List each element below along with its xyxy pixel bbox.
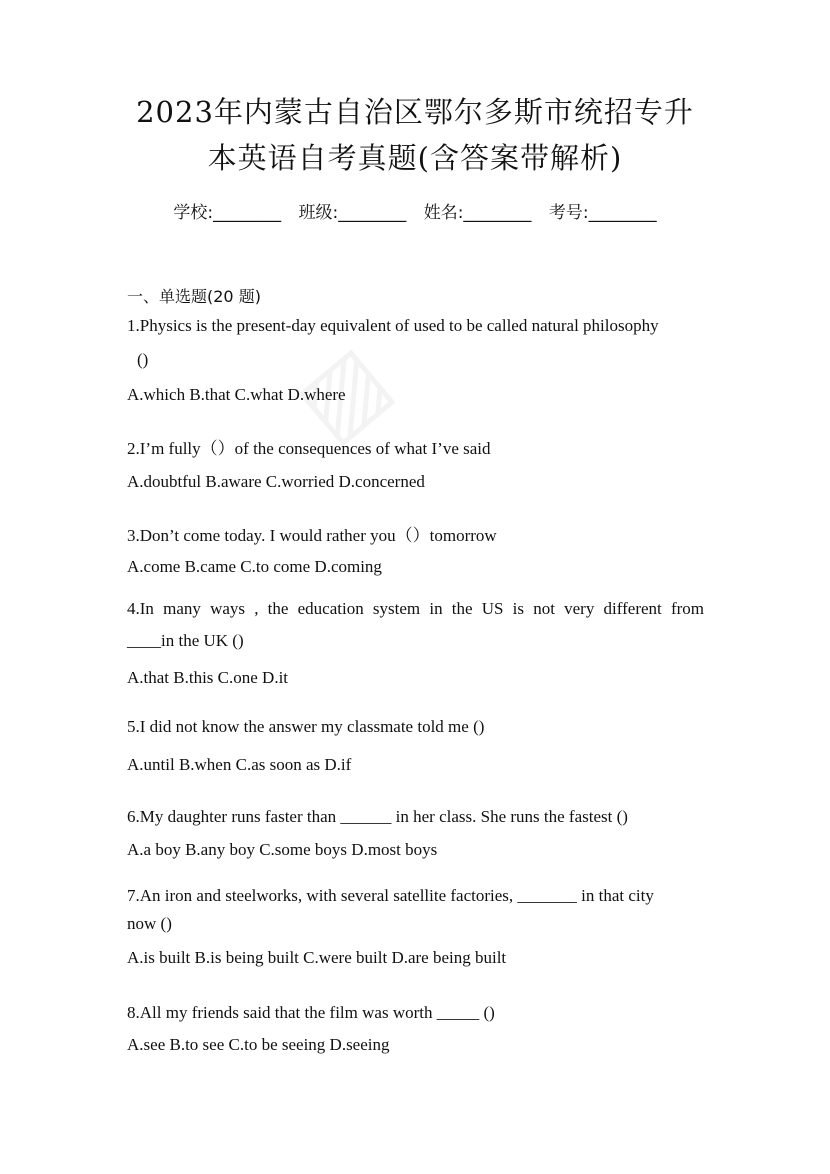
question-3-options: A.come B.came C.to come D.coming: [127, 557, 382, 576]
question-5-text: 5.I did not know the answer my classmate told me (): [127, 717, 485, 736]
question-1-text: 1.Physics is the present-day equivalent of used to be called natural philosophy: [127, 316, 659, 335]
name-field: 姓名:________: [423, 203, 532, 223]
class-field: 班级:________: [298, 203, 407, 223]
question-4-text-cont: ____in the UK (): [127, 631, 244, 650]
document-title-line-1: 2023年内蒙古自治区鄂尔多斯市统招专升: [136, 95, 694, 129]
question-2-text: 2.I’m fully（）of the consequences of what I’ve said: [127, 439, 491, 458]
question-2-options: A.doubtful B.aware C.worried D.concerned: [127, 472, 425, 491]
question-5-options: A.until B.when C.as soon as D.if: [127, 755, 352, 774]
question-8-text: 8.All my friends said that the film was worth _____ (): [127, 1003, 495, 1022]
question-4-text: 4.In many ways , the education system in the US is not very different from: [127, 599, 704, 618]
section-heading: 一、单选题(20 题): [127, 287, 261, 306]
question-1-options: A.which B.that C.what D.where: [127, 385, 346, 404]
question-3-text: 3.Don’t come today. I would rather you（）tomorrow: [127, 526, 497, 545]
question-7-options: A.is built B.is being built C.were built D.are being built: [127, 948, 507, 967]
question-7-text: 7.An iron and steelworks, with several satellite factories, _______ in that city: [127, 886, 654, 905]
question-1-text-cont: (): [137, 350, 149, 369]
question-8-options: A.see B.to see C.to be seeing D.seeing: [127, 1035, 390, 1054]
student-info-row: [0, 198, 830, 223]
document-title-line-2: 本英语自考真题(含答案带解析): [207, 141, 623, 175]
question-7-text-cont: now (): [127, 914, 172, 933]
school-field: 学校:________: [173, 203, 282, 223]
question-6-text: 6.My daughter runs faster than ______ in her class. She runs the fastest (): [127, 807, 628, 826]
question-4-options: A.that B.this C.one D.it: [127, 668, 289, 687]
exam-number-field: 考号:________: [548, 203, 657, 223]
question-6-options: A.a boy B.any boy C.some boys D.most boys: [127, 840, 438, 859]
